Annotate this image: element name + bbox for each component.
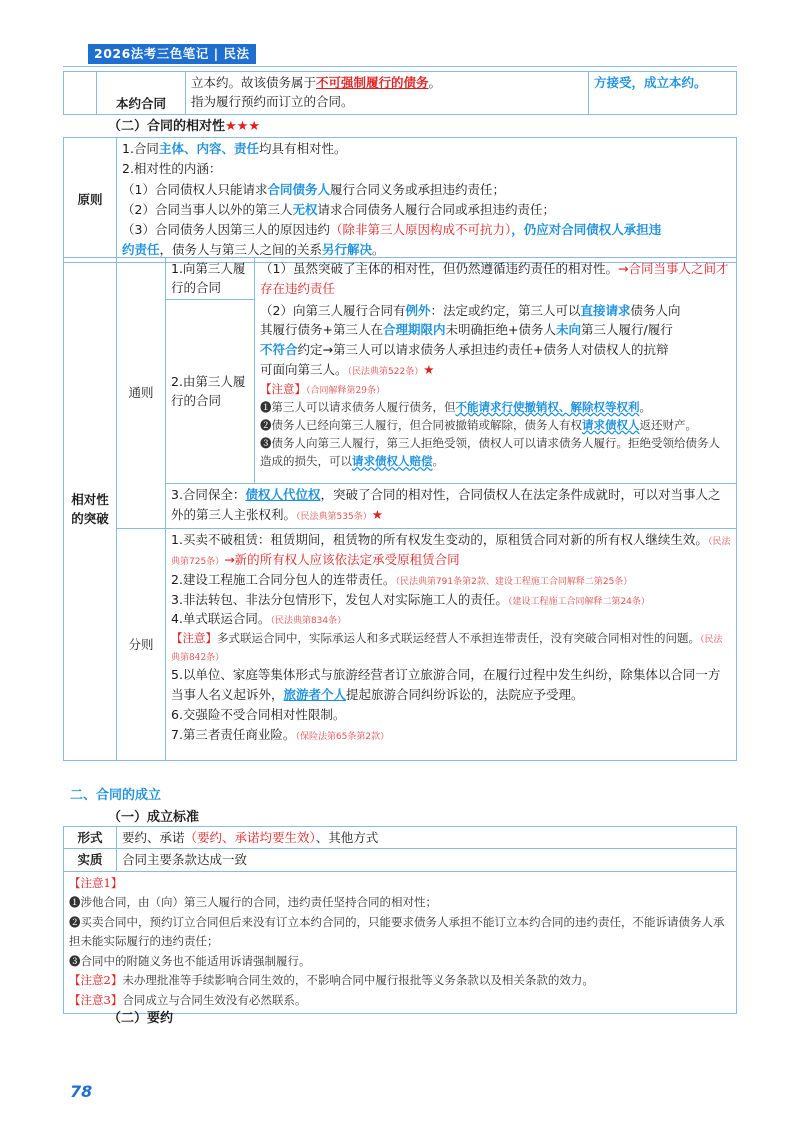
t1-label: 1.向第三人履行的合同 bbox=[166, 258, 255, 300]
substance-content: 合同主要条款达成一致 bbox=[117, 849, 737, 871]
principle-content: 1.合同主体、内容、责任均具有相对性。 2.相对性的内涵： （1）合同债权人只能请求合同债务人履行合同义务或承担违约责任； （2）合同当事人以外的第三人无权请求合同债务人履行合同或承担违约责任； （3）合同债务人因第三人的原因违约（除非第三人原因构成不可抗力），仍应对合同债权人承担违 约责任，债务人与第三人之间的关系另行解决。 bbox=[117, 138, 737, 263]
principle-label: 原则 bbox=[64, 138, 117, 263]
specific-label: 分则 bbox=[117, 529, 166, 761]
form-content: 要约、承诺（要约、承诺均要生效）、其他方式 bbox=[117, 827, 737, 849]
top-empty-cell bbox=[64, 72, 97, 115]
formation-sub1: （一）成立标准 bbox=[108, 810, 200, 825]
relativity-title: （二）合同的相对性★★★ bbox=[108, 119, 260, 134]
substance-label: 实质 bbox=[64, 849, 117, 871]
principle-table bbox=[63, 137, 737, 263]
top-content: 立本约。故该债务属于不可强制履行的债务。 指为履行预约而订立的合同。 bbox=[186, 72, 589, 115]
formation-sub2: （二）要约 bbox=[108, 1011, 174, 1026]
breakthrough-label: 相对性的突破 bbox=[64, 258, 117, 761]
form-label: 形式 bbox=[64, 827, 117, 849]
t2-label: 2.由第三人履行的合同 bbox=[166, 299, 255, 483]
header-tag: 2026法考三色笔记 | 民法 bbox=[88, 44, 256, 64]
breakthrough-table bbox=[63, 257, 737, 761]
t-content: （1）虽然突破了主体的相对性，但仍然遵循违约责任的相对性。→合同当事人之间才存在违约责任 （2）向第三人履行合同有例外：法定或约定，第三人可以直接请求债务人向 其履行债务+第三人在合理期限内未明确拒绝+债务人未向第三人履行/履行 不符合约定→第三人可以请求债务人承担违约责任+债务人对债权人的抗辩 可面向第三人。（民法典第522条）★ 【注意】（合同解释第29条） ❶第三人可以请求债务人履行债务，但不能请求行使撤销权、解除权等权利。 ❷债务人已经向第三人履行，但合同被撤销或解除，债务人有权请求债权人返还财产。 ❸债务人向第三人履行，第三人拒绝受领，债权人可以请求债务人履行。拒绝受领给债务人造成的损失，可以请求债权人赔偿。 bbox=[255, 258, 737, 484]
header-divider bbox=[63, 66, 737, 67]
formation-title: 二、合同的成立 bbox=[70, 788, 162, 803]
formation-notes: 【注意1】 ❶涉他合同，由（向）第三人履行的合同，违约责任坚持合同的相对性； ❷买卖合同中，预约订立合同但后来没有订立本约合同的，只能要求债务人承担不能订立本约合同的违约责任，不能诉请债务人承担未能实际履行的违约责任； ❸合同中的附随义务也不能适用诉请强制履行。 【注意2】未办理批准等手续影响合同生效的，不影响合同中履行报批等义务条款以及相关条款的效力。 【注意3】合同成立与合同生效没有必然联系。 bbox=[64, 871, 737, 1013]
general-label: 通则 bbox=[117, 258, 166, 529]
page-number: 78 bbox=[70, 1082, 93, 1101]
formation-table bbox=[63, 826, 737, 1014]
top-table bbox=[63, 71, 737, 115]
top-right: 方接受，成立本约。 bbox=[589, 72, 737, 115]
top-label: 本约合同 bbox=[97, 72, 186, 115]
t3-content: 3.合同保全：债权人代位权，突破了合同的相对性，合同债权人在法定条件成就时，可以对当事人之外的第三人主张权利。（民法典第535条）★ bbox=[166, 483, 737, 528]
specific-content: 1.买卖不破租赁：租赁期间，租赁物的所有权发生变动的，原租赁合同对新的所有权人继续生效。（民法典第725条）→新的所有权人应该依法定承受原租赁合同 2.建设工程施工合同分包人的连带责任。（民法典第791条第2款、建设工程施工合同解释二第25条） 3.非法转包、非法分包情形下，发包人对实际施工人的责任。（建设工程施工合同解释二第24条） 4.单式联运合同。（民法典第834条） 【注意】多式联运合同中，实际承运人和多式联运经营人不承担连带责任，没有突破合同相对性的问题。（民法典第842条） 5.以单位、家庭等集体形式与旅游经营者订立旅游合同，在履行过程中发生纠纷，除集体以合同一方当事人名义起诉外，旅游者个人提起旅游合同纠纷诉讼的，法院应予受理。 6.交强险不受合同相对性限制。 7.第三者责任商业险。（保险法第65条第2款） bbox=[166, 529, 737, 761]
